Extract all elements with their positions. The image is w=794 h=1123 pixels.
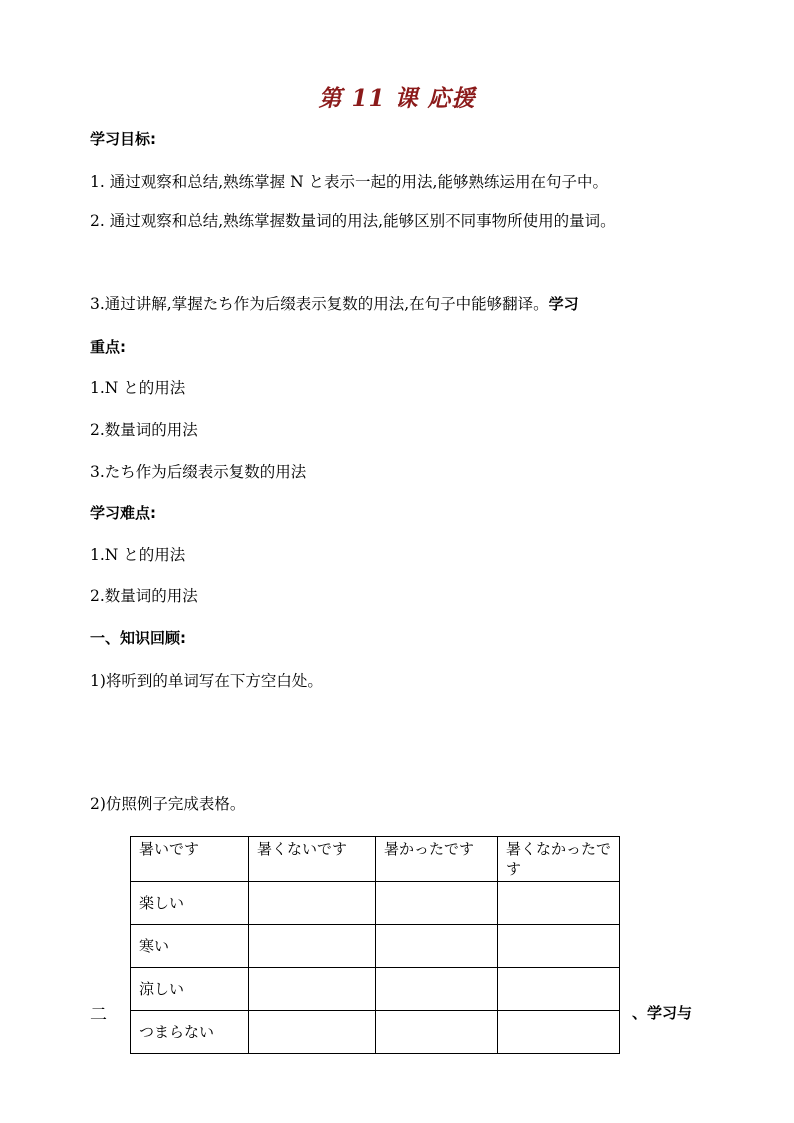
table-header-cell: 暑くなかったです xyxy=(498,837,620,882)
table-header-cell: 暑かったです xyxy=(376,837,498,882)
section1-heading: 一、知识回顾: xyxy=(90,629,186,647)
answer-cell[interactable] xyxy=(376,925,498,968)
table-header-cell: 暑くないです xyxy=(249,837,376,882)
table-row xyxy=(131,968,620,1011)
table-header-cell: 暑いです xyxy=(131,837,249,882)
objective-item-1: 1. 通过观察和总结,熟练掌握 N と表示一起的用法,能够熟练运用在句子中。 xyxy=(90,173,608,191)
table-row xyxy=(131,882,620,925)
difficulty-item-2: 2.数量词的用法 xyxy=(90,587,198,605)
key-point-item-1: 1.N と的用法 xyxy=(90,379,186,397)
answer-cell[interactable] xyxy=(498,968,620,1011)
difficulty-item-1: 1.N と的用法 xyxy=(90,546,186,564)
key-points-heading-part1: 学习 xyxy=(548,295,579,313)
key-point-item-3: 3.たち作为后缀表示复数的用法 xyxy=(90,463,307,481)
table-row xyxy=(131,925,620,968)
table-row xyxy=(131,1011,620,1054)
table-row-label: 寒い xyxy=(131,925,249,968)
section2-number: 二 xyxy=(90,1005,107,1025)
answer-cell[interactable] xyxy=(249,925,376,968)
page-title: 第 11 课 応援 xyxy=(318,85,476,112)
objective-item-2: 2. 通过观察和总结,熟练掌握数量词的用法,能够区别不同事物所使用的量词。 xyxy=(90,212,616,230)
difficulties-heading: 学习难点: xyxy=(90,504,156,522)
answer-cell[interactable] xyxy=(249,968,376,1011)
table-row-label: つまらない xyxy=(131,1011,249,1054)
answer-cell[interactable] xyxy=(249,882,376,925)
objective-item-3-text: 3.通过讲解,掌握たち作为后缀表示复数的用法,在句子中能够翻译。 xyxy=(90,295,549,313)
adjective-forms-table xyxy=(130,836,620,1054)
table-row-label: 楽しい xyxy=(131,882,249,925)
answer-cell[interactable] xyxy=(376,968,498,1011)
answer-cell[interactable] xyxy=(376,882,498,925)
table-row-label: 涼しい xyxy=(131,968,249,1011)
objective-item-3 xyxy=(90,293,579,315)
section2-heading-tail: 、学习与 xyxy=(632,1004,693,1022)
answer-cell[interactable] xyxy=(498,882,620,925)
answer-cell[interactable] xyxy=(498,1011,620,1054)
key-points-heading: 重点: xyxy=(90,338,126,356)
key-point-item-2: 2.数量词的用法 xyxy=(90,421,198,439)
section1-task1: 1)将听到的单词写在下方空白处。 xyxy=(90,672,323,690)
answer-cell[interactable] xyxy=(498,925,620,968)
table-header-row xyxy=(131,837,620,882)
answer-cell[interactable] xyxy=(249,1011,376,1054)
answer-cell[interactable] xyxy=(376,1011,498,1054)
objectives-heading: 学习目标: xyxy=(90,130,156,148)
section1-task2: 2)仿照例子完成表格。 xyxy=(90,795,246,813)
